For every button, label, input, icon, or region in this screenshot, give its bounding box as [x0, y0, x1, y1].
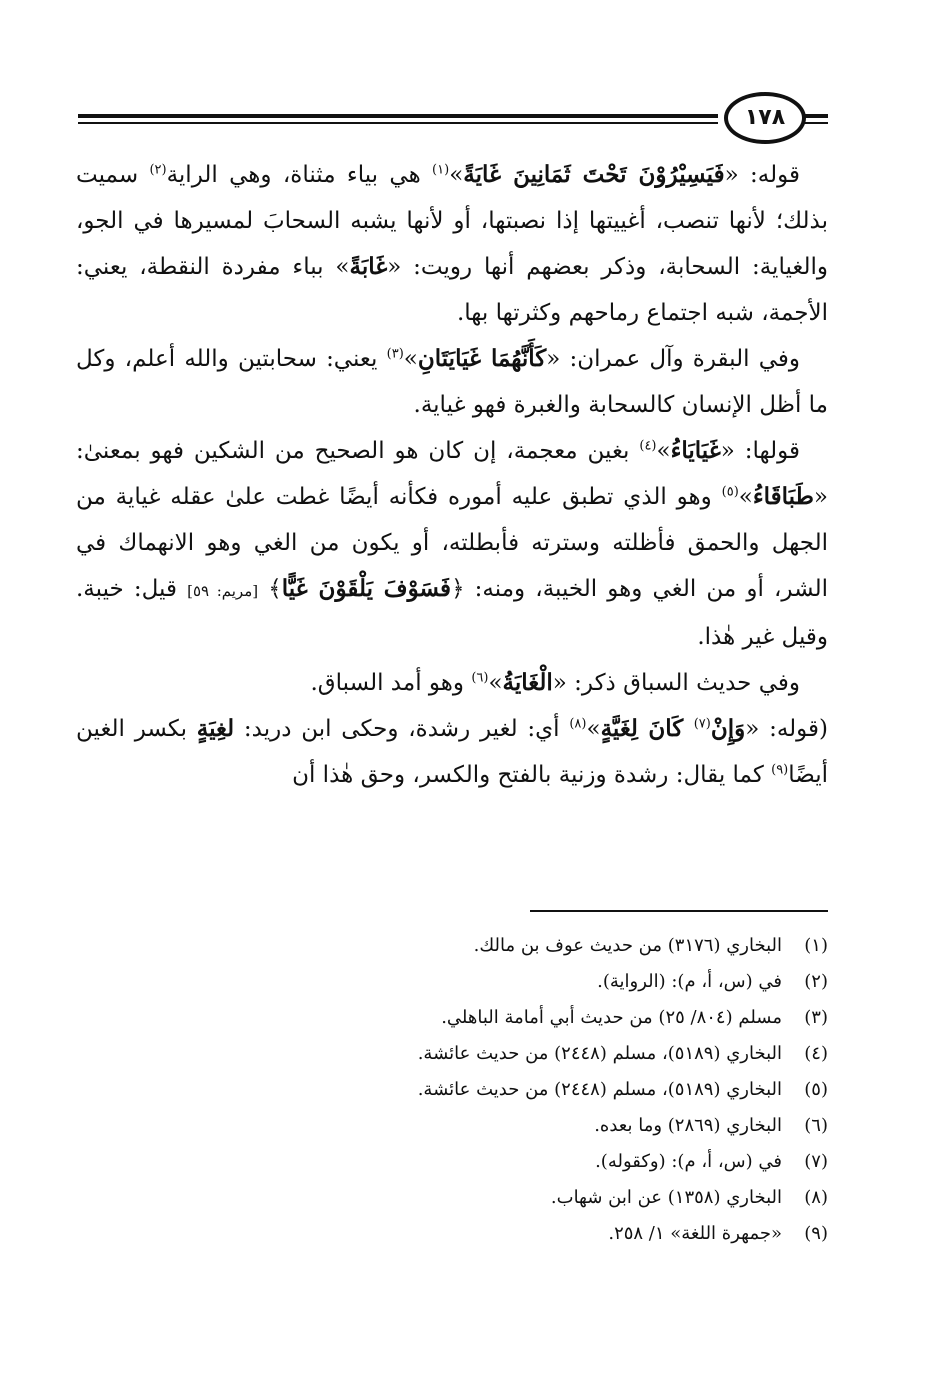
- footnote: [300, 1036, 828, 1072]
- quoted-term: وَإِنْ: [710, 715, 746, 742]
- footnote: [300, 928, 828, 964]
- text-run: » بباء مفردة النقطة، يعني: الأجمة، شبه اجتماع رماحهم وكثرتها بها.: [76, 254, 828, 326]
- quoted-term: غَابَةً: [349, 253, 388, 280]
- page-header: [78, 92, 828, 152]
- footnote-ref: (٤): [639, 438, 657, 454]
- footnote-number: (٨): [804, 1187, 828, 1208]
- footnote: [300, 964, 828, 1000]
- text-run: بكسر الغين أيضًا: [76, 716, 828, 788]
- paragraph: [76, 706, 828, 798]
- footnote-text: «جمهرة اللغة» ١/ ٢٥٨.: [608, 1223, 782, 1244]
- footnote-ref: (٧): [693, 716, 711, 732]
- body-text: [76, 152, 828, 798]
- footnote-ref: (٨): [569, 716, 587, 732]
- header-rule-thin: [78, 122, 718, 124]
- footnote-text: البخاري (٥١٨٩)، مسلم (٢٤٤٨) من حديث عائشة.: [417, 1079, 782, 1100]
- quoted-term: كَأَنَّهُمَا غَيَايَتَانِ: [417, 345, 547, 372]
- footnote-text: مسلم (٨٠٤/ ٢٥) من حديث أبي أمامة الباهلي.: [441, 1007, 782, 1028]
- footnote-number: (٦): [804, 1115, 828, 1136]
- quoted-term: لغِيَةٍ: [196, 715, 235, 742]
- footnote-text: البخاري (٣١٧٦) من حديث عوف بن مالك.: [473, 935, 782, 956]
- text-run: أي: لغير رشدة، وحكى ابن دريد:: [234, 716, 570, 742]
- paragraph: [76, 660, 828, 706]
- footnote: [300, 1000, 828, 1036]
- text-run: هي بياء مثناة، وهي الراية: [166, 162, 433, 188]
- footnote-number: (٩): [804, 1223, 828, 1244]
- footnote-number: (٣): [804, 1007, 828, 1028]
- paragraph: [76, 336, 828, 428]
- text-run: وفي البقرة وآل عمران: «: [546, 346, 800, 372]
- footnote-text: في (س، أ، م): (وكقوله).: [595, 1151, 782, 1172]
- footnote: [300, 1144, 828, 1180]
- text-run: (قوله: «: [745, 716, 829, 742]
- text-run: بغين معجمة، إن كان هو الصحيح من الشكين فهو بمعنىٰ: «: [76, 438, 828, 510]
- footnote: [300, 1216, 828, 1252]
- footnote-number: (٤): [804, 1043, 828, 1064]
- text-run: »: [656, 438, 671, 464]
- footnote: [300, 1072, 828, 1108]
- footnote-separator: [530, 910, 828, 912]
- footnote-ref: (٦): [471, 670, 489, 686]
- footnote-ref: (٩): [771, 762, 789, 778]
- text-run: »: [738, 484, 753, 510]
- header-rule-thick: [78, 114, 718, 118]
- page-number-badge: [724, 92, 806, 144]
- quoted-term: فَسَوْفَ يَلْقَوْنَ غَيًّا: [281, 575, 452, 602]
- quoted-term: فَيَسِيْرُوْنَ تَحْتَ ثَمَانِينَ غَايَةً: [463, 161, 725, 188]
- footnote-ref: (٥): [721, 484, 739, 500]
- footnote-ref: (١): [432, 162, 450, 178]
- quoted-term: كَانَ لِغَيَّةٍ: [600, 715, 694, 742]
- footnote-text: البخاري (١٣٥٨) عن ابن شهاب.: [550, 1187, 782, 1208]
- text-run: »: [449, 162, 464, 188]
- quoted-term: الْغَايَةُ: [502, 669, 553, 696]
- page-number: ١٧٨: [744, 105, 786, 130]
- text-run: يعني: سحابتين والله أعلم، وكل ما أظل الإنسان كالسحابة والغبرة فهو غياية.: [76, 346, 828, 418]
- text-run: وهو أمد السباق.: [310, 670, 472, 696]
- footnote-ref: (٣): [386, 346, 404, 362]
- footnote-number: (١): [804, 935, 828, 956]
- text-run: قيل: خيبة. وقيل غير هٰذا.: [76, 576, 828, 650]
- quoted-term: طَبَاقَاءُ: [752, 483, 814, 510]
- footnotes: [300, 928, 828, 1252]
- footnote-text: البخاري (٥١٨٩)، مسلم (٢٤٤٨) من حديث عائشة.: [417, 1043, 782, 1064]
- text-run: ﴾: [258, 576, 282, 602]
- text-run: »: [403, 346, 418, 372]
- footnote-number: (٢): [804, 971, 828, 992]
- footnote-ref: (٢): [149, 162, 167, 178]
- text-run: كما يقال: رشدة وزنية بالفتح والكسر، وحق هٰذا أن: [292, 762, 772, 788]
- footnote-text: في (س، أ، م): (الرواية).: [597, 971, 782, 992]
- text-run: سميت بذلك؛ لأنها تنصب، أغييتها إذا نصبتها، أو لأنها يشبه السحابَ لمسيرها في الجو، والغياية: السحابة، وذكر بعضهم أنها رويت: «: [76, 162, 829, 280]
- text-run: وفي حديث السباق ذكر: «: [552, 670, 800, 696]
- text-run: وهو الذي تطبق عليه أموره فكأنه أيضًا غطت علىٰ عقله غياية من الجهل والحمق فأظلته وسترته فأبطلته، أو يكون من الغي وهو الانهماك في الشر، أو من الغي وهو الخيبة، ومنه: ﴿: [76, 484, 829, 602]
- footnote: [300, 1180, 828, 1216]
- text-run: »: [586, 716, 601, 742]
- text-run: قوله: «: [724, 162, 801, 188]
- text-run: »: [488, 670, 503, 696]
- footnote-number: (٥): [804, 1079, 828, 1100]
- paragraph: [76, 152, 828, 336]
- text-run: قولها: «: [720, 438, 800, 464]
- quran-citation: [مريم: ٥٩]: [187, 582, 259, 600]
- paragraph: [76, 428, 828, 660]
- footnote: [300, 1108, 828, 1144]
- footnote-text: البخاري (٢٨٦٩) وما بعده.: [594, 1115, 782, 1136]
- footnote-number: (٧): [804, 1151, 828, 1172]
- quoted-term: غَيَايَاءُ: [670, 437, 721, 464]
